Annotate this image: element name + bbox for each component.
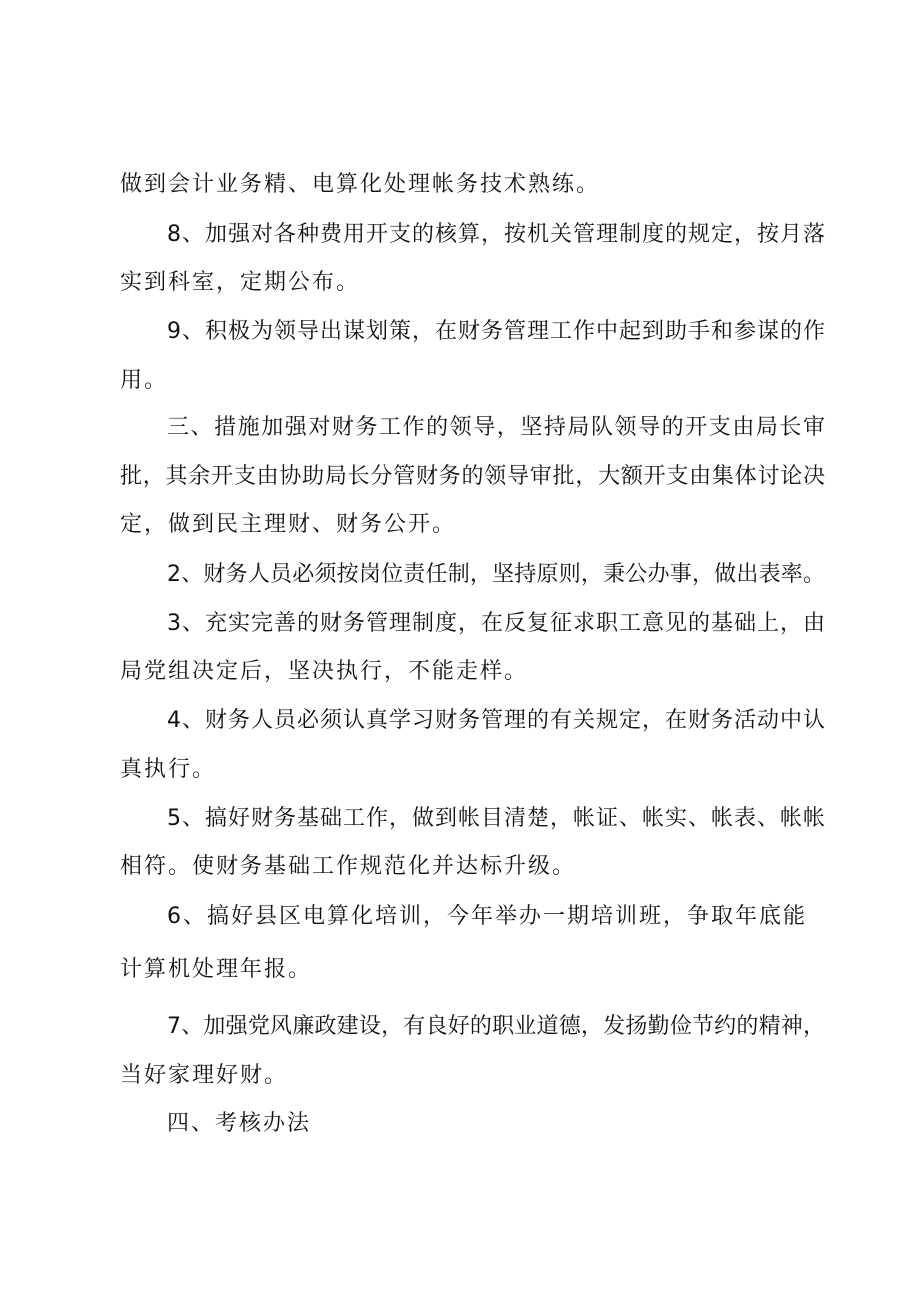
paragraph-line: 局党组决定后，坚决执行，不能走样。: [120, 659, 529, 684]
paragraph-line: 3、充实完善的财务管理制度，在反复征求职工意见的基础上，由: [167, 611, 825, 636]
paragraph-line: 用。: [120, 368, 169, 393]
paragraph-line: 实到科室，定期公布。: [120, 270, 361, 295]
paragraph-line: 计算机处理年报。: [120, 957, 313, 982]
paragraph-line: 8、加强对各种费用开支的核算，按机关管理制度的规定，按月落: [167, 222, 825, 247]
section-heading: 四、考核办法: [167, 1111, 312, 1136]
paragraph-line: 5、搞好财务基础工作，做到帐目清楚，帐证、帐实、帐表、帐帐: [167, 806, 825, 831]
paragraph-line: 4、财务人员必须认真学习财务管理的有关规定，在财务活动中认: [167, 708, 825, 733]
paragraph-line: 批，其余开支由协助局长分管财务的领导审批，大额开支由集体讨论决: [120, 464, 825, 489]
paragraph-line: 9、积极为领导出谋划策，在财务管理工作中起到助手和参谋的作: [167, 319, 825, 344]
paragraph-line: 当好家理好财。: [120, 1063, 289, 1088]
paragraph-line: 相符。使财务基础工作规范化并达标升级。: [120, 854, 577, 879]
paragraph-line: 真执行。: [120, 757, 217, 782]
paragraph-line: 6、搞好县区电算化培训，今年举办一期培训班，争取年底能: [167, 904, 807, 929]
paragraph-line: 三、措施加强对财务工作的领导，坚持局队领导的开支由局长审: [167, 415, 825, 440]
paragraph-line: 做到会计业务精、电算化处理帐务技术熟练。: [120, 172, 601, 197]
paragraph-line: 2、财务人员必须按岗位责任制，坚持原则，秉公办事，做出表率。: [167, 562, 825, 587]
paragraph-line: 定，做到民主理财、财务公开。: [120, 512, 457, 537]
paragraph-line: 7、加强党风廉政建设，有良好的职业道德，发扬勤俭节约的精神，: [167, 1014, 825, 1039]
